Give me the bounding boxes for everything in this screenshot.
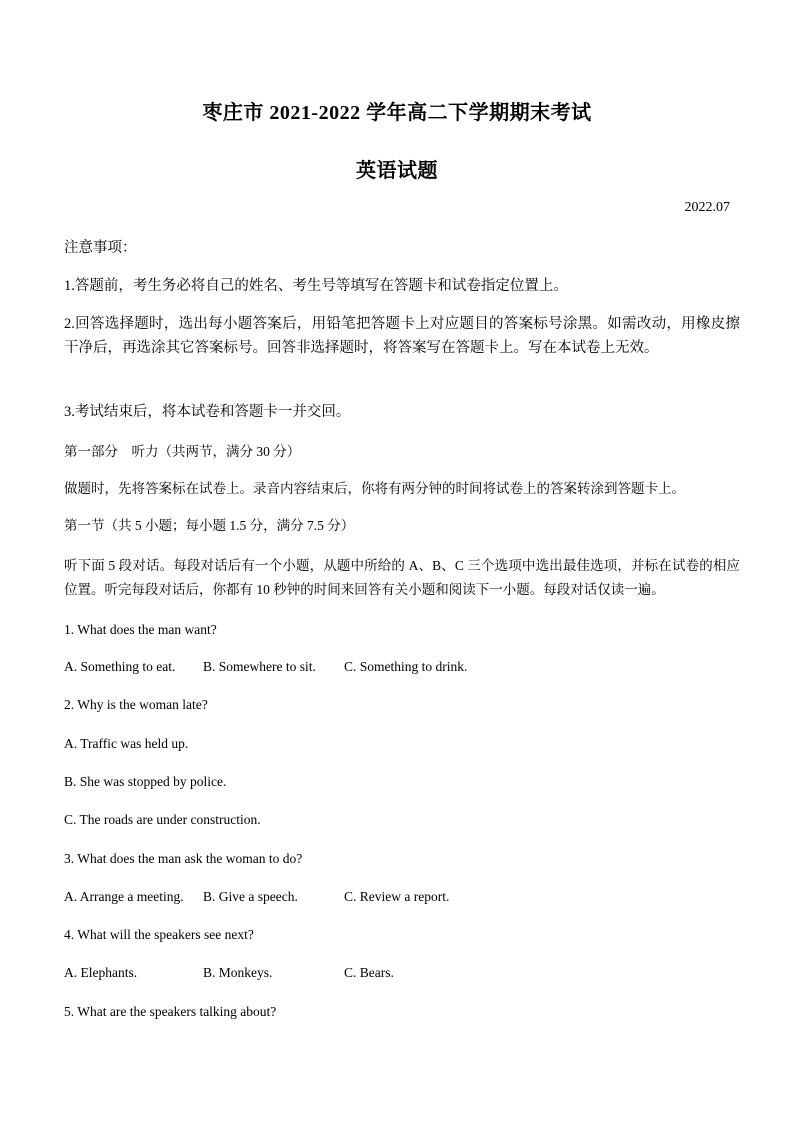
notice-item-1: 1.答题前，考生务必将自己的姓名、考生号等填写在答题卡和试卷指定位置上。: [64, 278, 568, 294]
question-3-option-a: A. Arrange a meeting.: [64, 889, 184, 904]
part1-instruction: 做题时，先将答案标在试卷上。录音内容结束后，你将有两分钟的时间将试卷上的答案转涂到答题卡上。: [64, 481, 685, 496]
question-4-option-b: B. Monkeys.: [203, 965, 273, 980]
question-1-option-a: A. Something to eat.: [64, 659, 176, 674]
exam-subtitle: 英语试题: [356, 160, 438, 182]
question-2-option-c: C. The roads are under construction.: [64, 812, 261, 827]
question-3-option-b: B. Give a speech.: [203, 889, 298, 904]
question-1-option-c: C. Something to drink.: [344, 659, 468, 674]
question-2-option-b: B. She was stopped by police.: [64, 774, 227, 789]
question-1-stem: 1. What does the man want?: [64, 622, 217, 637]
question-2-stem: 2. Why is the woman late?: [64, 697, 208, 712]
section1-instruction: 听下面 5 段对话。每段对话后有一个小题，从题中所给的 A、B、C 三个选项中选出最佳选项，并标在试卷的相应位置。听完每段对话后，你都有 10 秒钟的时间来回答有关小题和阅读下一小题。每段对话仅读一遍。: [64, 558, 740, 597]
notice-item-2: 2.回答选择题时，选出每小题答案后，用铅笔把答题卡上对应题目的答案标号涂黑。如需改动，用橡皮擦干净后，再选涂其它答案标号。回答非选择题时，将答案写在答题卡上。写在本试卷上无效。: [64, 316, 740, 356]
exam-title: 枣庄市 2021-2022 学年高二下学期期末考试: [202, 102, 592, 124]
question-3-option-c: C. Review a report.: [344, 889, 450, 904]
question-3-stem: 3. What does the man ask the woman to do?: [64, 851, 303, 866]
question-2-option-a: A. Traffic was held up.: [64, 736, 189, 751]
exam-date: 2022.07: [684, 200, 730, 215]
notice-item-3: 3.考试结束后，将本试卷和答题卡一并交回。: [64, 404, 351, 420]
question-5-stem: 5. What are the speakers talking about?: [64, 1004, 277, 1019]
section1-heading: 第一节（共 5 小题；每小题 1.5 分，满分 7.5 分）: [64, 518, 355, 533]
notice-heading: 注意事项：: [64, 240, 137, 256]
question-1-option-b: B. Somewhere to sit.: [203, 659, 316, 674]
question-4-option-a: A. Elephants.: [64, 965, 138, 980]
question-4-option-c: C. Bears.: [344, 965, 394, 980]
part1-heading: 第一部分 听力（共两节，满分 30 分）: [64, 444, 301, 459]
question-4-stem: 4. What will the speakers see next?: [64, 927, 254, 942]
